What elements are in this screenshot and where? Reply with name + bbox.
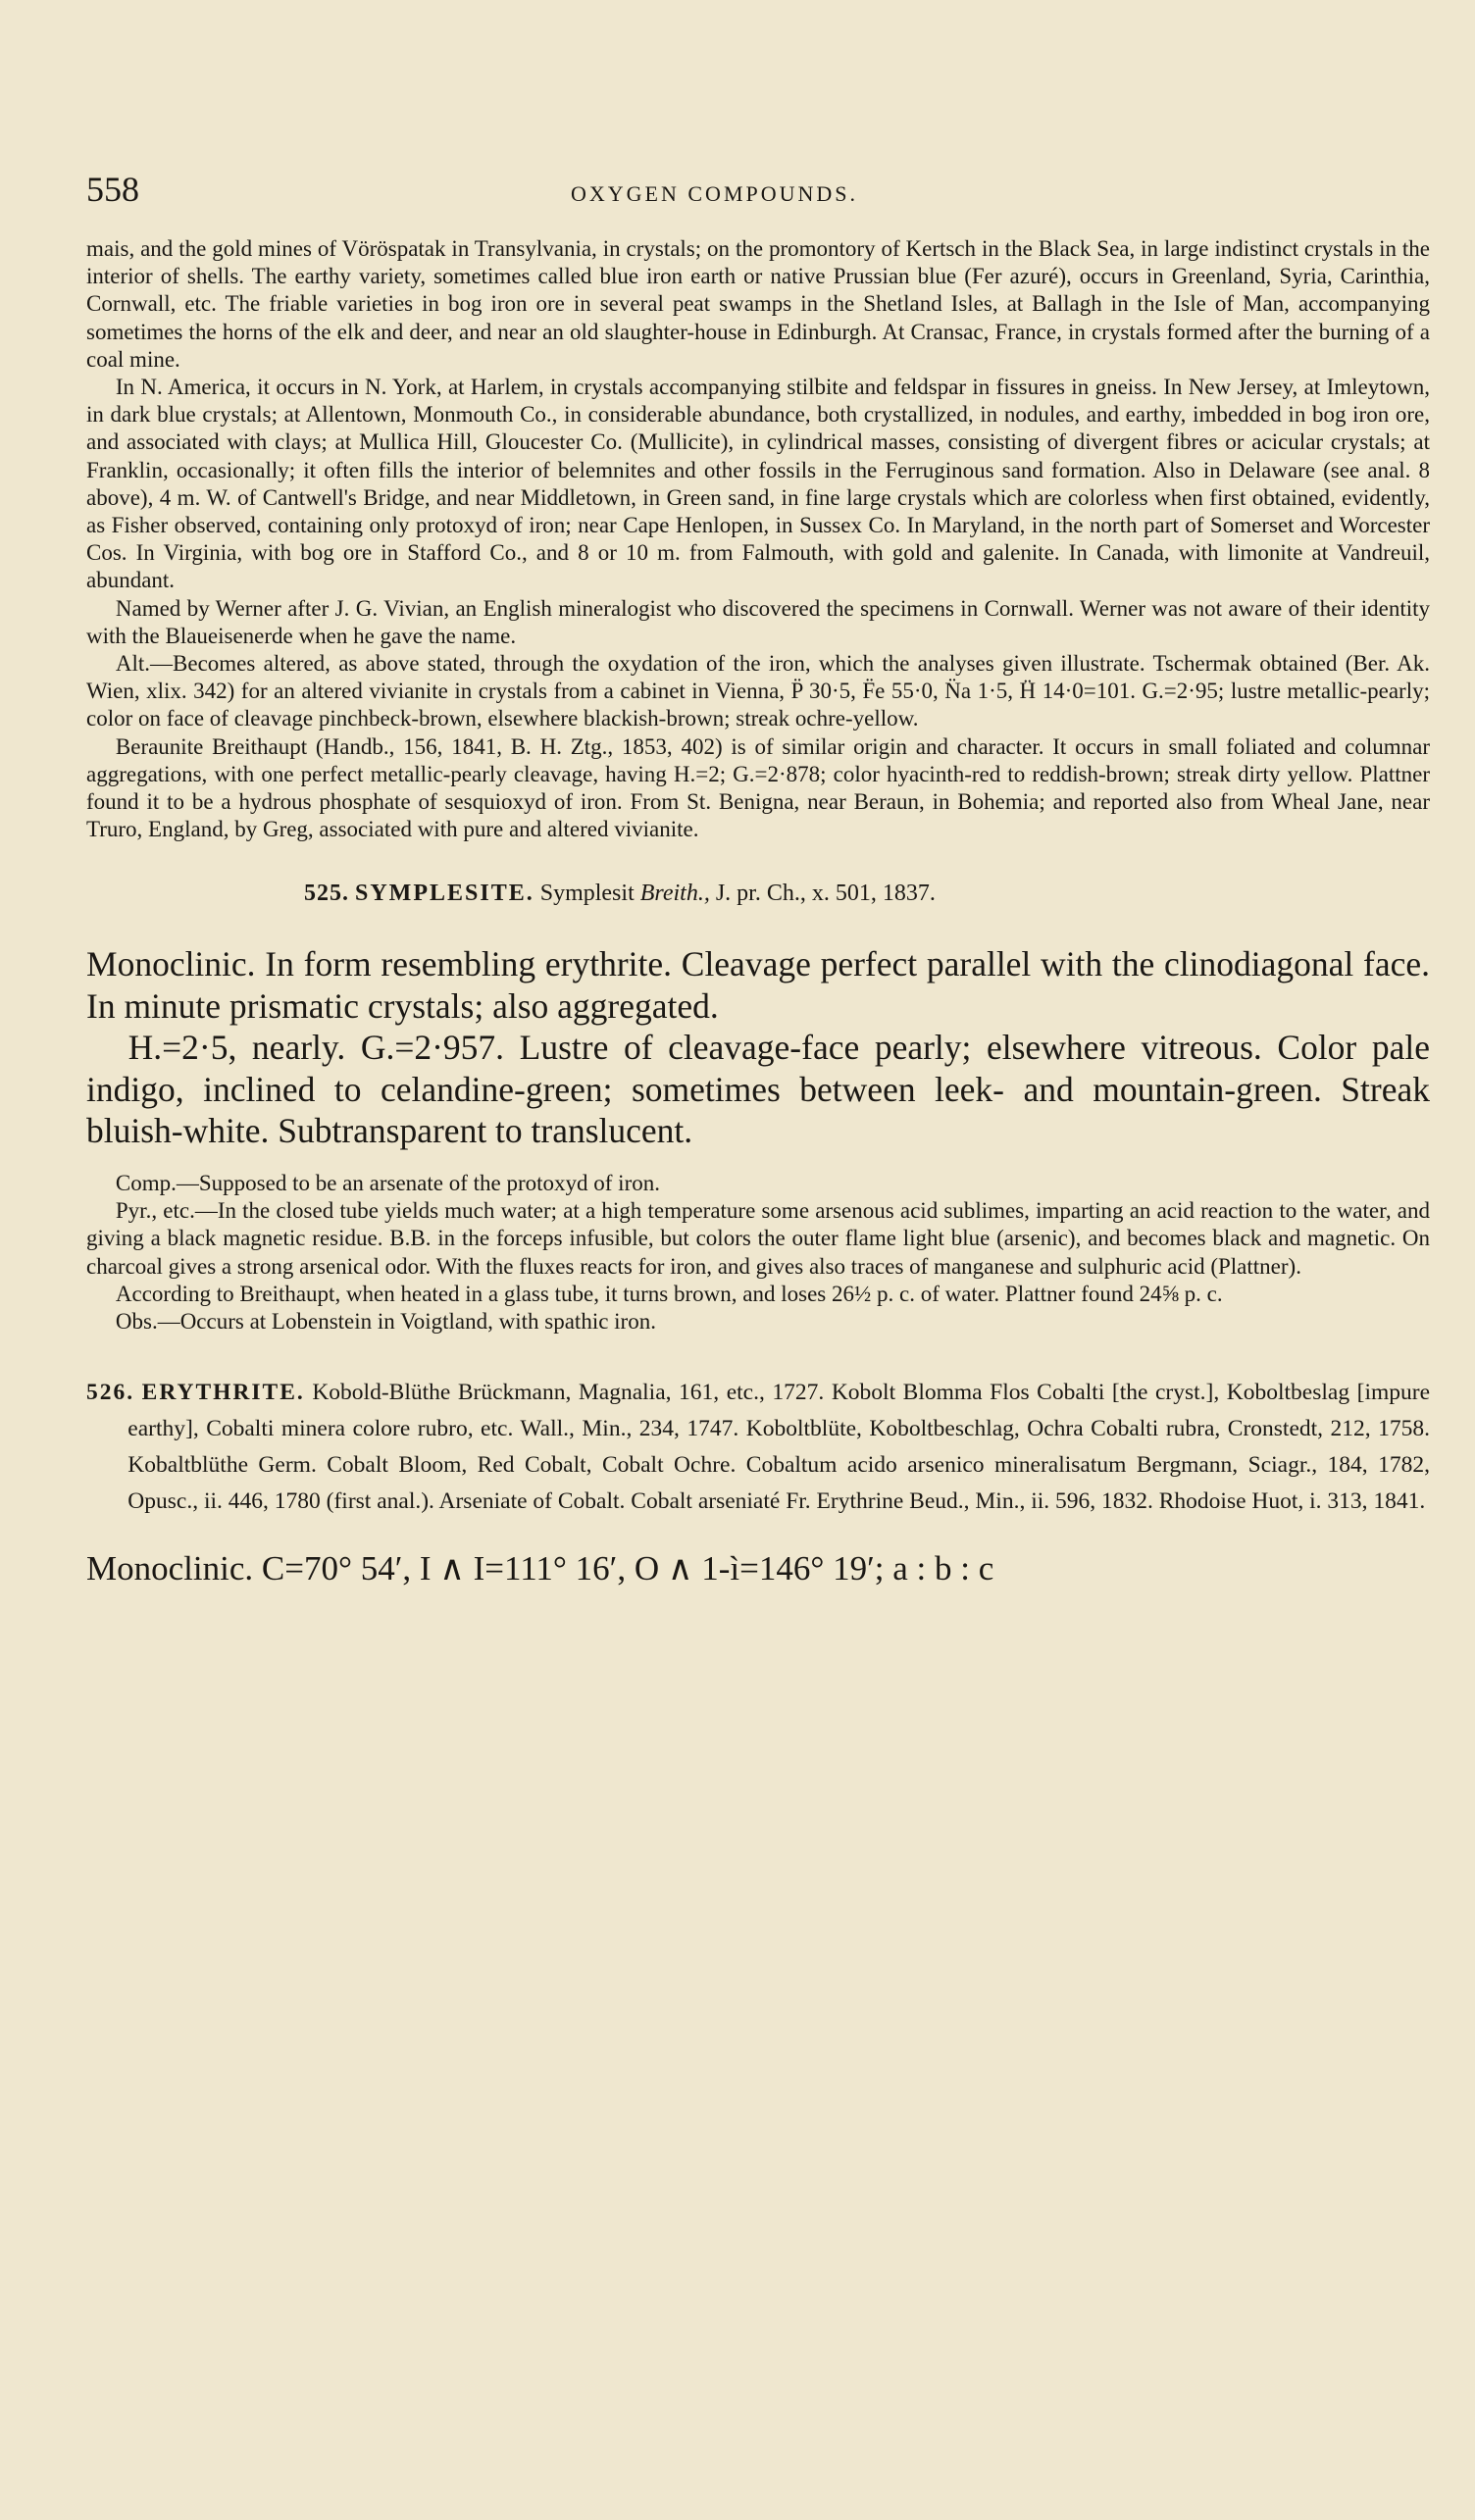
vivianite-alteration-paragraph: Alt.—Becomes altered, as above stated, through the oxydation of the iron, which the analyses given illustrate. Tschermak obtained (Ber. Ak. Wien, xlix. 342) for an altered vivianite in crystals from a cabinet in Vienna, P̈ 30·5, F̈e 55·0, N̈a 1·5, Ḧ 14·0=101. G.=2·95; lustre metallic-pearly; color on face of cleavage pinchbeck-brown, elsewhere blackish-brown; streak ochre-yellow. (86, 651, 1430, 731)
vivianite-america-paragraph: In N. America, it occurs in N. York, at Harlem, in crystals accompanying stilbite and feldspar in fissures in gneiss. In New Jersey, at Imleytown, in dark blue crystals; at Allentown, Monmouth Co., in considerable abundance, both crystallized, in nodules, and earthy, imbedded in bog iron ore, and associated with clays; at Mullica Hill, Gloucester Co. (Mullicite), in cylindrical masses, consisting of divergent fibres or acicular crystals; at Franklin, occasionally; it often fills the interior of belemnites and other fossils in the Ferruginous sand formation. Also in Delaware (see anal. 8 above), 4 m. W. of Cantwell's Bridge, and near Middletown, in Green sand, in fine large crystals which are colorless when first obtained, evidently, as Fisher observed, containing only protoxyd of iron; near Cape Henlopen, in Sussex Co. In Maryland, in the north part of Somerset and Worcester Cos. In Virginia, with bog ore in Stafford Co., and 8 or 10 m. from Falmouth, with gold and galenite. In Canada, with limonite at Vandreuil, abundant. (86, 375, 1430, 593)
running-title: OXYGEN COMPOUNDS. (571, 181, 859, 206)
symplesite-crystallography: Monoclinic. In form resembling erythrite. Cleavage perfect parallel with the clinodiagonal face. In minute prismatic crystals; also aggregated. (86, 944, 1430, 1026)
symplesite-notes (86, 1170, 1430, 1336)
vivianite-continuation (86, 235, 1430, 843)
symplesite-composition: Comp.—Supposed to be an arsenate of the protoxyd of iron. (115, 1170, 660, 1195)
symplesite-observations: Obs.—Occurs at Lobenstein in Voigtland, with spathic iron. (115, 1308, 656, 1334)
symplesite-author: Breith., (639, 881, 710, 907)
vivianite-naming-paragraph: Named by Werner after J. G. Vivian, an English mineralogist who discovered the specimens in Cornwall. Werner was not aware of their identity with the Blaueisenerde when he gave the name. (86, 595, 1430, 648)
erythrite-synonymy: Kobold-Blüthe Brückmann, Magnalia, 161, etc., 1727. Kobolt Blomma Flos Cobalti [the cryst.], Koboltbeslag [impure earthy], Cobalti minera colore rubro, etc. Wall., Min., 234, 1747. Koboltblüte, Koboltbeschlag, Ochra Cobalti rubra, Cronstedt, 212, 1758. Kobaltblüthe Germ. Cobalt Bloom, Red Cobalt, Cobalt Ochre. Cobaltum acido arsenico mineralisatum Bergmann, Sciagr., 184, 1782, Opusc., ii. 446, 1780 (first anal.). Arseniate of Cobalt. Cobalt arseniaté Fr. Erythrine Beud., Min., ii. 596, 1832. Rhodoise Huot, i. 313, 1841. (127, 1380, 1431, 1515)
symplesite-heading (304, 879, 1430, 908)
symplesite-physical-properties: H.=2·5, nearly. G.=2·957. Lustre of cleavage-face pearly; elsewhere vitreous. Color pale indigo, inclined to celandine-green; sometimes between leek- and mountain-green. Streak bluish-white. Subtransparent to translucent. (86, 1028, 1430, 1151)
page-number: 558 (86, 170, 139, 209)
erythrite-crystallography: Monoclinic. C=70° 54′, I ∧ I=111° 16′, O ∧ 1-ì=146° 19′; a : b : c (86, 1549, 994, 1588)
symplesite-name: SYMPLESITE. (355, 881, 534, 907)
page-header (86, 169, 1430, 210)
erythrite-synonymy-paragraph (86, 1375, 1430, 1520)
symplesite-reference: J. pr. Ch., x. 501, 1837. (715, 881, 936, 907)
symplesite-description (86, 943, 1430, 1152)
erythrite-name: ERYTHRITE. (141, 1380, 305, 1406)
erythrite-section (86, 1375, 1430, 1590)
symplesite-synonym: Symplesit (539, 881, 635, 907)
symplesite-breithaupt-note: According to Breithaupt, when heated in a glass tube, it turns brown, and loses 26½ p. c. of water. Plattner found 24⅝ p. c. (115, 1281, 1223, 1306)
symplesite-number: 525. (304, 881, 349, 907)
symplesite-pyrognostics: Pyr., etc.—In the closed tube yields much water; at a high temperature some arsenous acid sublimes, imparting an acid reaction to the water, and giving a black magnetic residue. B.B. in the forceps infusible, but colors the outer flame light blue (arsenic), and becomes black and magnetic. On charcoal gives a strong arsenical odor. With the fluxes reacts for iron, and gives also traces of manganese and sulphuric acid (Plattner). (86, 1198, 1430, 1279)
vivianite-localities-paragraph: mais, and the gold mines of Vöröspatak in Transylvania, in crystals; on the promontory of Kertsch in the Black Sea, in large indistinct crystals in the interior of shells. The earthy variety, sometimes called blue iron earth or native Prussian blue (Fer azuré), occurs in Greenland, Syria, Carinthia, Cornwall, etc. The friable varieties in bog iron ore in several peat swamps in the Shetland Isles, at Ballagh in the Isle of Man, accompanying sometimes the horns of the elk and deer, and near an old slaughter-house in Edinburgh. At Cransac, France, in crystals formed after the burning of a coal mine. (86, 236, 1430, 372)
beraunite-paragraph: Beraunite Breithaupt (Handb., 156, 1841, B. H. Ztg., 1853, 402) is of similar origin and character. It occurs in small foliated and columnar aggregations, with one perfect metallic-pearly cleavage, having H.=2; G.=2·878; color hyacinth-red to reddish-brown; streak dirty yellow. Plattner found it to be a hydrous phosphate of sesquioxyd of iron. From St. Benigna, near Beraun, in Bohemia; and reported also from Wheal Jane, near Truro, England, by Greg, associated with pure and altered vivianite. (86, 733, 1430, 842)
erythrite-number: 526. (86, 1380, 135, 1406)
